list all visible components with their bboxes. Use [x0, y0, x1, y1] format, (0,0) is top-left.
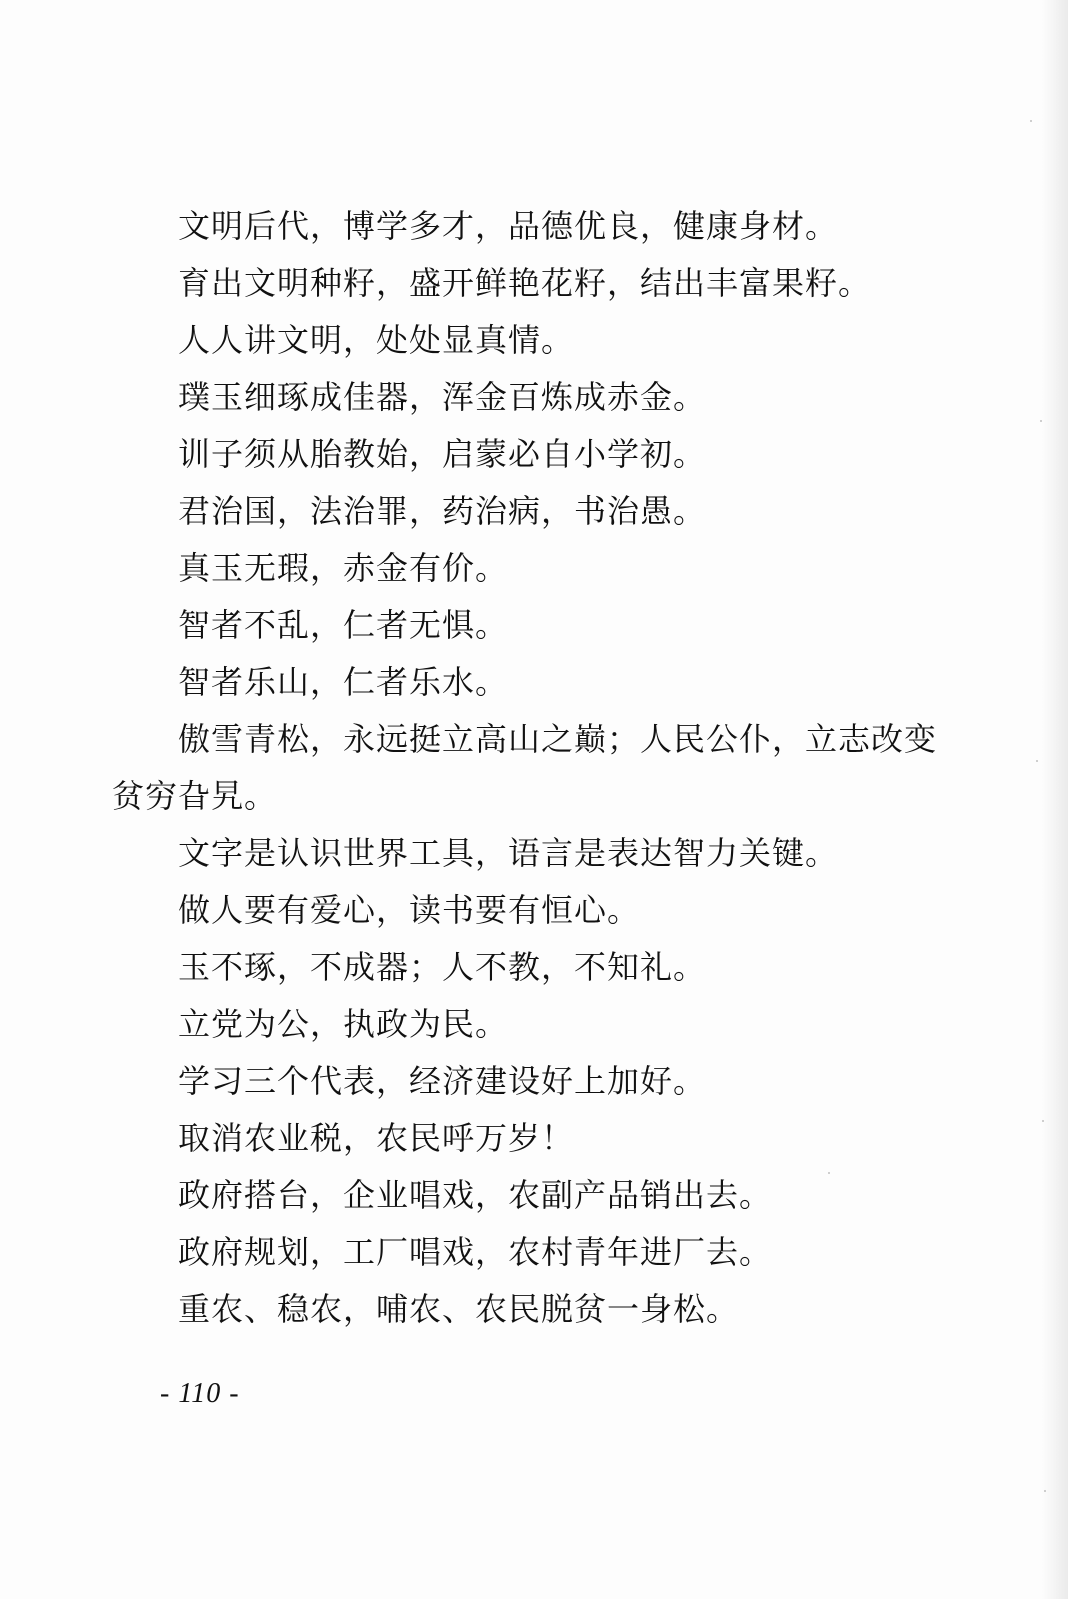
text-line: 人人讲文明，处处显真情。 — [178, 321, 575, 359]
text-line: 立党为公，执政为民。 — [178, 1005, 509, 1043]
scan-speck — [1040, 420, 1042, 422]
text-line: 育出文明种籽，盛开鲜艳花籽，结出丰富果籽。 — [178, 264, 872, 302]
text-line: 璞玉细琢成佳器，浑金百炼成赤金。 — [178, 378, 707, 416]
scan-speck — [1030, 120, 1032, 122]
scan-speck — [1036, 760, 1038, 762]
text-line-wrapped-second: 贫穷旮旯。 — [112, 777, 278, 815]
text-line: 学习三个代表，经济建设好上加好。 — [178, 1062, 707, 1100]
text-line-wrapped-first: 傲雪青松，永远挺立高山之巅；人民公仆，立志改变 — [178, 720, 938, 758]
text-line: 君治国，法治罪，药治病，书治愚。 — [178, 492, 707, 530]
text-line: 政府规划，工厂唱戏，农村青年进厂去。 — [178, 1233, 773, 1271]
text-line: 文字是认识世界工具，语言是表达智力关键。 — [178, 834, 839, 872]
body-text — [112, 198, 952, 1338]
text-line: 智者乐山，仁者乐水。 — [178, 663, 509, 701]
scan-speck — [1042, 1120, 1044, 1122]
text-line: 文明后代，博学多才，品德优良，健康身材。 — [178, 207, 839, 245]
text-line: 玉不琢，不成器；人不教，不知礼。 — [178, 948, 707, 986]
text-line: 做人要有爱心，读书要有恒心。 — [178, 891, 641, 929]
text-line: 真玉无瑕，赤金有价。 — [178, 549, 509, 587]
text-line: 政府搭台，企业唱戏，农副产品销出去。 — [178, 1176, 773, 1214]
text-line: 重农、稳农，哺农、农民脱贫一身松。 — [178, 1290, 740, 1328]
text-line: 取消农业税，农民呼万岁！ — [178, 1119, 575, 1157]
page-edge-shadow — [1042, 0, 1068, 1599]
text-line: 训子须从胎教始，启蒙必自小学初。 — [178, 435, 707, 473]
scan-speck — [1044, 1490, 1046, 1492]
text-line: 智者不乱，仁者无惧。 — [178, 606, 509, 644]
page-number: - 110 - — [160, 1378, 240, 1409]
